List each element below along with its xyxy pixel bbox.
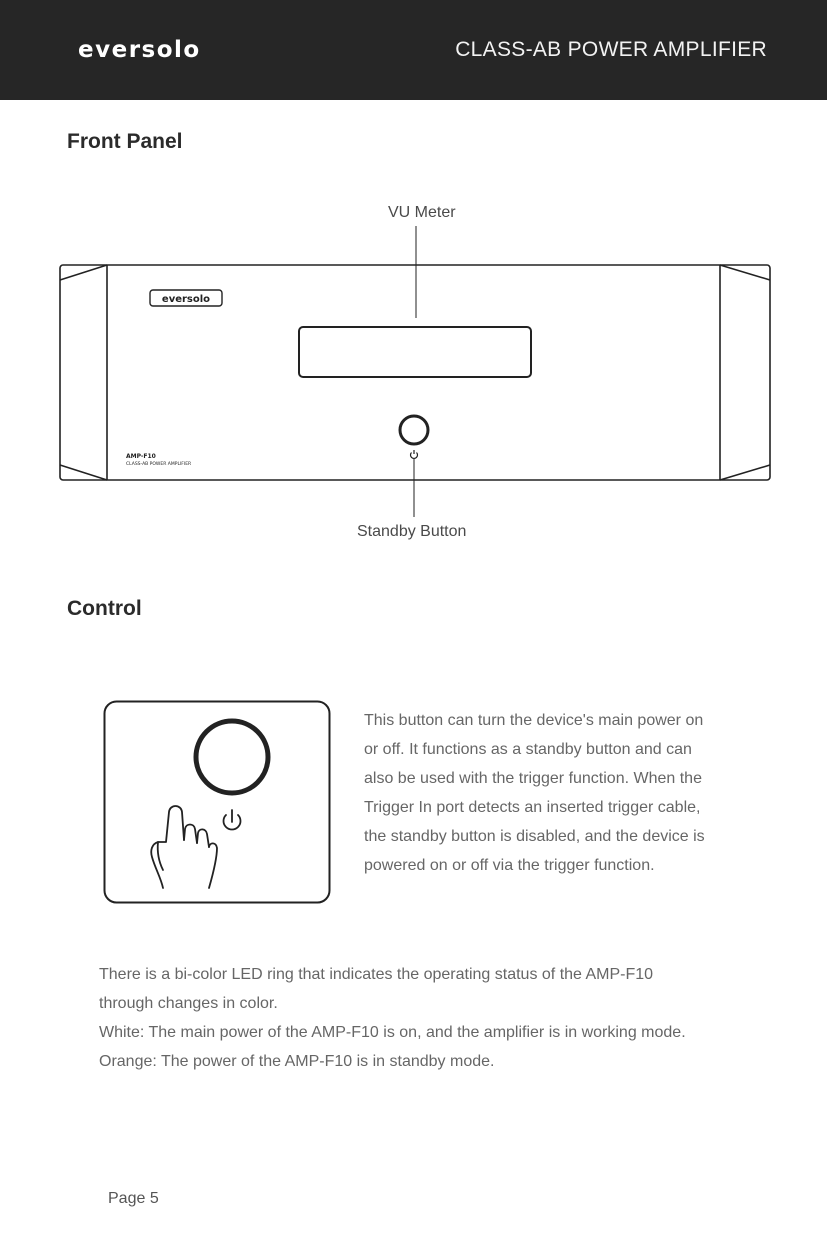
control-heading: Control xyxy=(67,597,142,620)
led-description-line: through changes in color. xyxy=(99,995,278,1012)
standby-button-label: Standby Button xyxy=(357,523,467,540)
faceplate-subtitle: CLASS-AB POWER AMPLIFIER xyxy=(126,462,192,467)
control-description-line: This button can turn the device's main power on xyxy=(364,712,704,729)
standby-knob xyxy=(400,416,428,444)
control-frame xyxy=(105,702,330,903)
led-white-status: White: The main power of the AMP-F10 is on, and the amplifier is in working mode. xyxy=(99,1024,686,1041)
front-panel-heading: Front Panel xyxy=(67,130,183,153)
led-orange-status: Orange: The power of the AMP-F10 is in standby mode. xyxy=(99,1053,495,1070)
pointing-hand-icon xyxy=(151,806,217,888)
control-description-line: the standby button is disabled, and the device is xyxy=(364,828,705,845)
page-number: Page 5 xyxy=(108,1190,159,1207)
svg-text:eversolo: eversolo xyxy=(78,37,201,62)
control-description-line: Trigger In port detects an inserted trigger cable, xyxy=(364,799,701,816)
led-description-line: There is a bi-color LED ring that indicates the operating status of the AMP-F10 xyxy=(99,966,654,983)
front-panel-diagram xyxy=(0,200,827,520)
power-icon xyxy=(411,450,418,458)
control-description-line: or off. It functions as a standby button and can xyxy=(364,741,692,758)
right-end-cap xyxy=(720,265,770,480)
eversolo-logo xyxy=(78,36,222,62)
header-title: CLASS-AB POWER AMPLIFIER xyxy=(455,38,767,61)
left-end-cap xyxy=(60,265,107,480)
control-illustration xyxy=(103,700,333,906)
vu-meter-window xyxy=(299,327,531,377)
control-description-line: powered on or off via the trigger function. xyxy=(364,857,655,874)
control-power-icon xyxy=(224,810,241,830)
page-header xyxy=(0,0,827,100)
faceplate-model: AMP-F10 xyxy=(126,453,156,460)
vu-meter-label: VU Meter xyxy=(388,204,456,221)
faceplate-logo-text: eversolo xyxy=(161,294,211,305)
led-ring-description xyxy=(99,960,779,1076)
control-description xyxy=(364,706,744,880)
control-knob xyxy=(196,721,268,793)
control-description-line: also be used with the trigger function. When the xyxy=(364,770,702,787)
